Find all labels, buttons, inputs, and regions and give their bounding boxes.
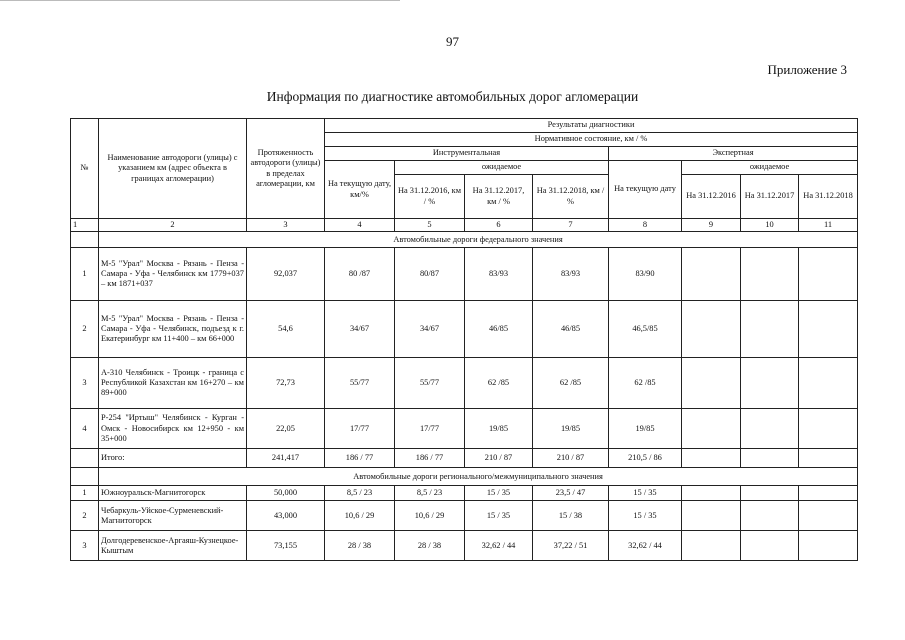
cell-expert-current: 32,62 / 44 — [609, 531, 682, 561]
road-name: Чебаркуль-Уйское-Сурменевский-Магнитогорск — [99, 501, 247, 531]
table-row — [71, 486, 858, 501]
header-instrumental: Инструментальная — [325, 147, 609, 161]
cell-2016: 28 / 38 — [395, 531, 465, 561]
header-current: На текущую дату — [609, 161, 682, 219]
row-num: 1 — [71, 486, 99, 501]
cell-2017: 15 / 35 — [465, 501, 533, 531]
row-num: 2 — [71, 501, 99, 531]
road-length: 72,73 — [247, 358, 325, 409]
page-number: 97 — [446, 34, 459, 49]
header-expected-instr: ожидаемое — [395, 161, 609, 175]
table-row — [71, 358, 858, 409]
header-e2016: На 31.12.2016 — [682, 175, 741, 219]
row-num: 3 — [71, 531, 99, 561]
cell-expert-current: 62 /85 — [609, 358, 682, 409]
header-num: № — [71, 119, 99, 219]
header-expert: Экспертная — [609, 147, 858, 161]
total-label: Итого: — [99, 449, 247, 468]
header-d2018: На 31.12.2018, км / % — [533, 175, 609, 219]
row-num: 3 — [71, 358, 99, 409]
col-number: 11 — [799, 219, 858, 232]
road-name: Долгодеревенское-Аргаяш-Кузнецкое-Кыштым — [99, 531, 247, 561]
table-row — [71, 248, 858, 301]
col-number: 5 — [395, 219, 465, 232]
road-length: 50,000 — [247, 486, 325, 501]
row-num: 1 — [71, 248, 99, 301]
header-d2017: На 31.12.2017, км / % — [465, 175, 533, 219]
cell-2018: 37,22 / 51 — [533, 531, 609, 561]
section-title: Автомобильные дороги регионального/межмуниципального значения — [99, 468, 858, 486]
cell-2016: 55/77 — [395, 358, 465, 409]
row-num: 4 — [71, 409, 99, 449]
road-name: М-5 "Урал" Москва - Рязань - Пенза - Самара - Уфа - Челябинск км 1779+037 – км 1871+037 — [99, 248, 247, 301]
cell-current: 55/77 — [325, 358, 395, 409]
total-2018: 210 / 87 — [533, 449, 609, 468]
col-number: 4 — [325, 219, 395, 232]
cell-current: 28 / 38 — [325, 531, 395, 561]
cell-2018: 15 / 38 — [533, 501, 609, 531]
cell-2017: 62 /85 — [465, 358, 533, 409]
road-name: Южноуральск-Магнитогорск — [99, 486, 247, 501]
header-current-pct: На текущую дату, км/% — [325, 161, 395, 219]
road-length: 73,155 — [247, 531, 325, 561]
header-expected-expert: ожидаемое — [682, 161, 858, 175]
cell-expert-current: 15 / 35 — [609, 486, 682, 501]
column-number-row — [71, 219, 858, 232]
diagnostics-table — [70, 118, 858, 561]
cell-2016: 80/87 — [395, 248, 465, 301]
cell-2017: 15 / 35 — [465, 486, 533, 501]
cell-expert-current: 46,5/85 — [609, 301, 682, 358]
appendix-label: Приложение 3 — [767, 62, 847, 77]
cell-expert-current: 19/85 — [609, 409, 682, 449]
cell-2018: 83/93 — [533, 248, 609, 301]
road-length: 43,000 — [247, 501, 325, 531]
cell-2017: 32,62 / 44 — [465, 531, 533, 561]
cell-2016: 10,6 / 29 — [395, 501, 465, 531]
total-length: 241,417 — [247, 449, 325, 468]
total-row — [71, 449, 858, 468]
col-number: 3 — [247, 219, 325, 232]
section-title: Автомобильные дороги федерального значения — [99, 232, 858, 248]
cell-current: 8,5 / 23 — [325, 486, 395, 501]
document-title: Информация по диагностике автомобильных дорог агломерации — [266, 89, 639, 104]
cell-2016: 17/77 — [395, 409, 465, 449]
col-number: 9 — [682, 219, 741, 232]
table-row — [71, 301, 858, 358]
total-current: 186 / 77 — [325, 449, 395, 468]
cell-2017: 19/85 — [465, 409, 533, 449]
header-e2018: На 31.12.2018 — [799, 175, 858, 219]
header-name: Наименование автодороги (улицы) с указанием км (адрес объекта в границах агломерации) — [99, 119, 247, 219]
cell-2018: 62 /85 — [533, 358, 609, 409]
total-expert-current: 210,5 / 86 — [609, 449, 682, 468]
table-row — [71, 409, 858, 449]
total-2016: 186 / 77 — [395, 449, 465, 468]
cell-expert-current: 15 / 35 — [609, 501, 682, 531]
col-number: 6 — [465, 219, 533, 232]
cell-2018: 19/85 — [533, 409, 609, 449]
header-length: Протяженность автодороги (улицы) в пределах агломерации, км — [247, 119, 325, 219]
cell-current: 17/77 — [325, 409, 395, 449]
road-length: 22,05 — [247, 409, 325, 449]
table-row — [71, 531, 858, 561]
col-number: 1 — [71, 219, 99, 232]
section-header-regional — [71, 468, 858, 486]
cell-2017: 83/93 — [465, 248, 533, 301]
road-name: Р-254 "Иртыш" Челябинск - Курган - Омск - Новосибирск км 12+950 - км 35+000 — [99, 409, 247, 449]
cell-current: 80 /87 — [325, 248, 395, 301]
road-length: 92,037 — [247, 248, 325, 301]
cell-2016: 34/67 — [395, 301, 465, 358]
road-length: 54,6 — [247, 301, 325, 358]
total-2017: 210 / 87 — [465, 449, 533, 468]
section-header-federal — [71, 232, 858, 248]
row-num: 2 — [71, 301, 99, 358]
top-rule — [0, 0, 400, 1]
road-name: М-5 "Урал" Москва - Рязань - Пенза - Самара - Уфа - Челябинск, подъезд к г. Екатеринбург км 11+400 – км 66+000 — [99, 301, 247, 358]
cell-current: 34/67 — [325, 301, 395, 358]
cell-2016: 8,5 / 23 — [395, 486, 465, 501]
table-row — [71, 501, 858, 531]
col-number: 7 — [533, 219, 609, 232]
col-number: 2 — [99, 219, 247, 232]
col-number: 10 — [741, 219, 799, 232]
road-name: А-310 Челябинск - Троицк - граница с Республикой Казахстан км 16+270 – км 89+000 — [99, 358, 247, 409]
cell-2018: 46/85 — [533, 301, 609, 358]
cell-current: 10,6 / 29 — [325, 501, 395, 531]
header-normative: Нормативное состояние, км / % — [325, 133, 858, 147]
header-d2016: На 31.12.2016, км / % — [395, 175, 465, 219]
cell-expert-current: 83/90 — [609, 248, 682, 301]
cell-2018: 23,5 / 47 — [533, 486, 609, 501]
cell-2017: 46/85 — [465, 301, 533, 358]
header-results: Результаты диагностики — [325, 119, 858, 133]
col-number: 8 — [609, 219, 682, 232]
header-e2017: На 31.12.2017 — [741, 175, 799, 219]
